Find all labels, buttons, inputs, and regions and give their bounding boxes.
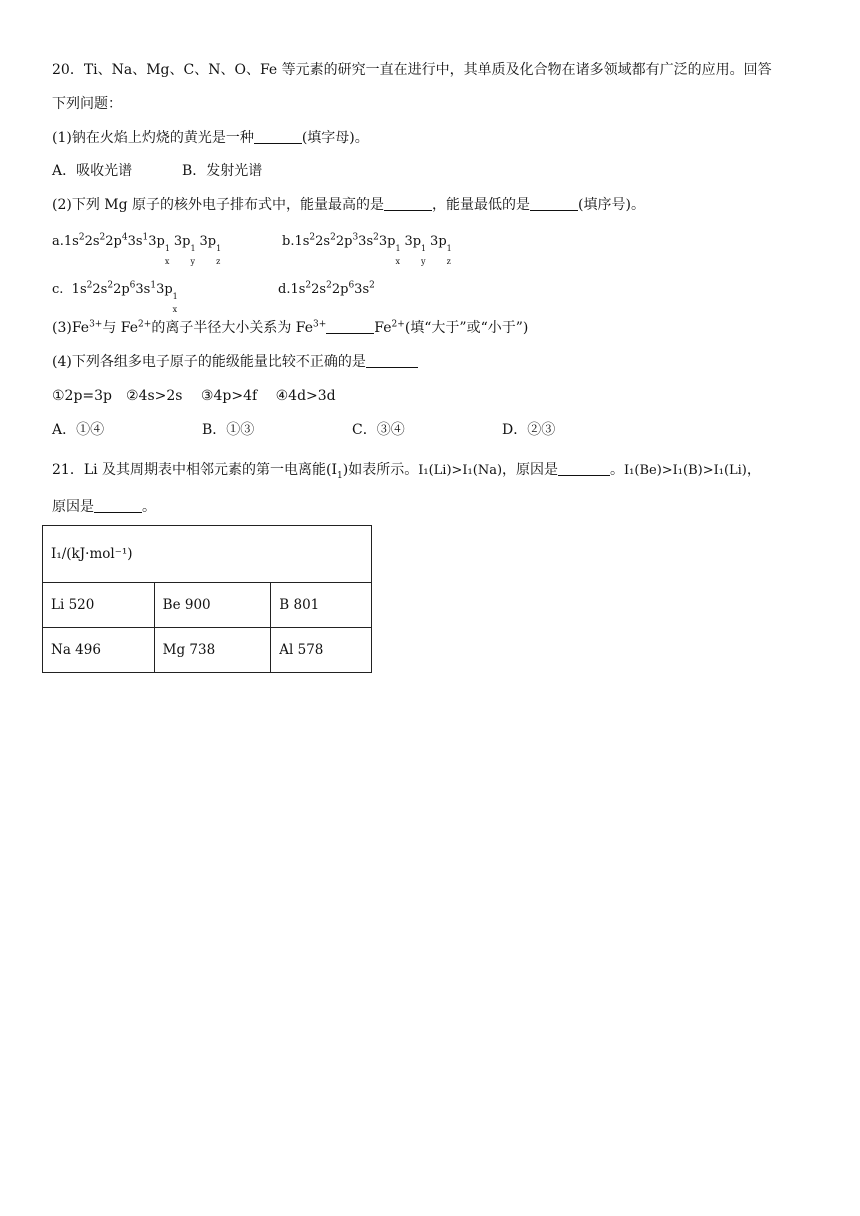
- q20-part4-option-a: A．①④: [52, 422, 105, 438]
- answer-blank[interactable]: [254, 129, 302, 144]
- q21-text: 。: [610, 462, 625, 478]
- charge-superscript: 2+: [391, 319, 405, 330]
- q20-part3-text: 与 Fe: [102, 320, 139, 336]
- charge-superscript: 3+: [313, 319, 327, 330]
- q20-part4-items: ①2p=3p ②4s>2s ③4p>4f ④4d>3d: [52, 388, 336, 404]
- config-d: $d.1s^22s^22p^63s^2$: [278, 280, 375, 297]
- table-cell: Mg 738: [154, 628, 271, 673]
- q20-part1: [52, 128, 369, 148]
- config-a: $a.1s^22s^22p^43s^13p$ 1 x 3p 1 y 3p 1 z: [52, 232, 222, 266]
- q20-part1-hint: (填字母)。: [301, 130, 369, 146]
- ionization-energy-table: [42, 525, 372, 673]
- config-c-label: c.: [52, 282, 64, 297]
- q20-part1-option-b: B．发射光谱: [182, 163, 263, 179]
- q20-intro-line1: 20．Ti、Na、Mg、C、N、O、Fe 等元素的研究一直在进行中，其单质及化合物在诸多领域都有广泛的应用。回答: [52, 62, 772, 78]
- answer-blank[interactable]: [384, 196, 432, 211]
- table-cell: Be 900: [154, 583, 271, 628]
- q20-intro-line2: 下列问题：: [52, 96, 122, 112]
- config-b: $b.1s^22s^22p^33s^23p$ 1 x 3p 1 y 3p 1 z: [282, 232, 452, 266]
- table-cell: Na 496: [43, 628, 155, 673]
- q21-text: ，原因是: [502, 462, 559, 478]
- ionization-relation: I₁(Li)>I₁(Na): [418, 463, 503, 478]
- config-c: c. $1s^22s^22p^63s^13p$ 1 x: [52, 280, 178, 314]
- q21-line1: [52, 460, 761, 481]
- q20-part4: [52, 352, 418, 372]
- q21-line2: [52, 497, 156, 517]
- q20-part3: [52, 318, 528, 338]
- q20-part4-option-d: D．②③: [502, 422, 556, 438]
- q21-text: )如表所示。: [342, 462, 419, 478]
- q20-part3-text: (3)Fe: [52, 320, 90, 336]
- ionization-relation: I₁(Be)>I₁(B)>I₁(Li): [624, 463, 747, 478]
- table-cell: Li 520: [43, 583, 155, 628]
- q20-part4-option-b: B．①③: [202, 422, 255, 438]
- q20-part3-text: Fe: [374, 320, 392, 336]
- q20-part2-hint: (填序号)。: [578, 197, 645, 213]
- answer-blank[interactable]: [366, 353, 418, 368]
- answer-blank[interactable]: [530, 196, 578, 211]
- table-header-row: [43, 526, 372, 583]
- table-row: [43, 583, 372, 628]
- table-row: [43, 628, 372, 673]
- table-cell: Al 578: [271, 628, 372, 673]
- answer-blank[interactable]: [94, 498, 142, 513]
- q20-part2: [52, 195, 645, 215]
- table-cell: B 801: [271, 583, 372, 628]
- q20-part4-option-c: C．③④: [352, 422, 405, 438]
- q20-part1-prompt: (1)钠在火焰上灼烧的黄光是一种: [52, 130, 254, 146]
- config-d-label: d.: [278, 282, 291, 297]
- answer-blank[interactable]: [326, 319, 374, 334]
- table-header: I₁/(kJ·mol⁻¹): [43, 526, 372, 583]
- q20-part3-hint: (填“大于”或“小于”): [404, 320, 529, 336]
- q20-part2-prompt: (2)下列 Mg 原子的核外电子排布式中，能量最高的是: [52, 197, 385, 213]
- q21-text: ，: [746, 462, 761, 478]
- config-b-label: b.: [282, 234, 295, 249]
- subscript: 1: [337, 470, 343, 481]
- charge-superscript: 3+: [89, 319, 103, 330]
- q20-part1-option-a: A．吸收光谱: [52, 163, 133, 179]
- answer-blank[interactable]: [558, 461, 610, 476]
- q20-part4-prompt: (4)下列各组多电子原子的能级能量比较不正确的是: [52, 354, 366, 370]
- config-a-label: a.: [52, 234, 64, 249]
- q21-text: 。: [142, 499, 156, 515]
- q21-text: 21．Li 及其周期表中相邻元素的第一电离能(I: [52, 462, 338, 478]
- q20-part2-mid: ，能量最低的是: [432, 197, 531, 213]
- q21-text: 原因是: [52, 499, 94, 515]
- charge-superscript: 2+: [138, 319, 152, 330]
- q20-part3-text: 的离子半径大小关系为 Fe: [151, 320, 314, 336]
